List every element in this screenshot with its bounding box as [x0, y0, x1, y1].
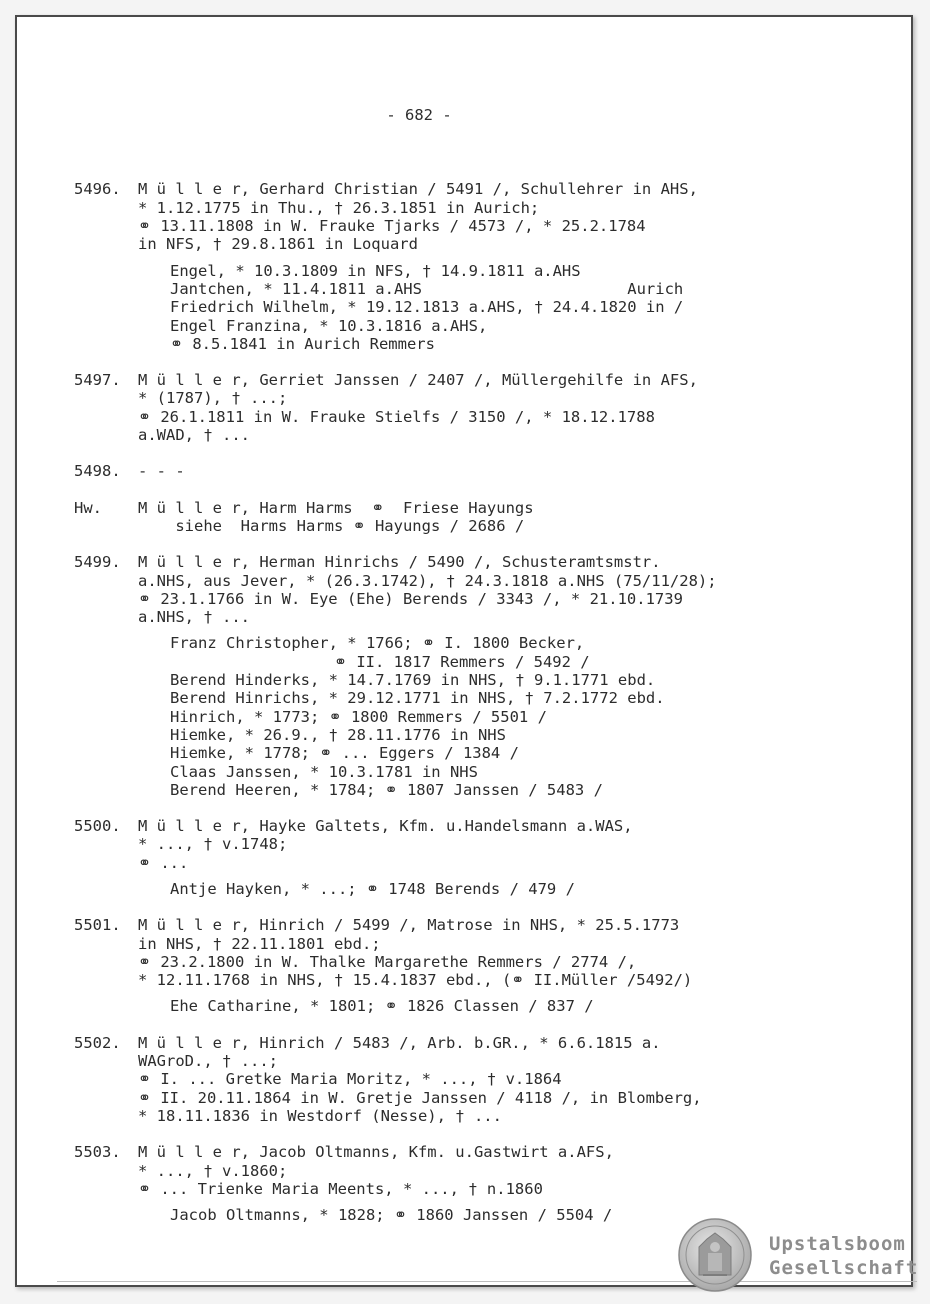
entry-number: 5497. — [74, 371, 121, 390]
entry-line: - - - — [138, 462, 185, 481]
child-line: Claas Janssen, * 10.3.1781 in NHS — [170, 762, 478, 781]
entry-line: * 12.11.1768 in NHS, † 15.4.1837 ebd., (⚭ II.Müller /5492/) — [138, 971, 693, 990]
entry-line: * ..., † v.1748; — [138, 835, 288, 854]
child-line: Hiemke, * 1778; ⚭ ... Eggers / 1384 / — [170, 744, 519, 763]
entry-line: M ü l l e r, Hayke Galtets, Kfm. u.Handelsmann a.WAS, — [138, 817, 633, 836]
entry-number: 5498. — [74, 462, 121, 481]
entry-number: 5496. — [74, 180, 121, 199]
entry-line: M ü l l e r, Herman Hinrichs / 5490 /, Schusteramtsmstr. — [138, 553, 661, 572]
register-entry — [74, 1143, 834, 1224]
entry-line: M ü l l e r, Gerriet Janssen / 2407 /, Müllergehilfe in AFS, — [138, 371, 698, 390]
child-line: Friedrich Wilhelm, * 19.12.1813 a.AHS, † 24.4.1820 in / — [170, 298, 684, 317]
entry-number: 5499. — [74, 553, 121, 572]
entry-line: * ..., † v.1860; — [138, 1161, 288, 1180]
entry-line: M ü l l e r, Hinrich / 5483 /, Arb. b.GR., * 6.6.1815 a. — [138, 1033, 661, 1052]
entry-line: siehe Harms Harms ⚭ Hayungs / 2686 / — [138, 516, 525, 535]
entry-line: ⚭ 26.1.1811 in W. Frauke Stielfs / 3150 /, * 18.12.1788 — [138, 407, 655, 426]
entry-line: WAGroD., † ...; — [138, 1052, 278, 1071]
logo-line-2: Gesellschaft — [769, 1257, 919, 1279]
entry-number: 5500. — [74, 817, 121, 836]
children-list — [138, 880, 834, 898]
entry-line: ⚭ ... Trienke Maria Meents, * ..., † n.1860 — [138, 1179, 543, 1198]
entry-line: M ü l l e r, Jacob Oltmanns, Kfm. u.Gastwirt a.AFS, — [138, 1143, 614, 1162]
entry-line: * 1.12.1775 in Thu., † 26.3.1851 in Aurich; — [138, 198, 540, 217]
entry-line: M ü l l e r, Gerhard Christian / 5491 /, Schullehrer in AHS, — [138, 180, 698, 199]
society-logo — [769, 1232, 918, 1280]
entry-line: a.NHS, † ... — [138, 608, 250, 627]
entry-number: 5501. — [74, 916, 121, 935]
entry-line: * 18.11.1836 in Westdorf (Nesse), † ... — [138, 1106, 502, 1125]
register-entry — [74, 180, 834, 353]
child-line: Berend Heeren, * 1784; ⚭ 1807 Janssen / 5483 / — [170, 780, 603, 799]
entry-line: a.WAD, † ... — [138, 426, 250, 445]
entry-line: in NHS, † 22.11.1801 ebd.; — [138, 934, 381, 953]
entry-line: M ü l l e r, Harm Harms ⚭ Friese Hayungs — [138, 498, 534, 517]
entry-line: a.NHS, aus Jever, * (26.3.1742), † 24.3.1818 a.NHS (75/11/28); — [138, 571, 717, 590]
entry-number: 5502. — [74, 1033, 121, 1052]
society-seal-icon — [677, 1217, 753, 1293]
child-line: Ehe Catharine, * 1801; ⚭ 1826 Classen / 837 / — [170, 997, 594, 1016]
bottom-rule — [57, 1281, 917, 1282]
child-line: Berend Hinrichs, * 29.12.1771 in NHS, † 7.2.1772 ebd. — [170, 689, 665, 708]
child-line: Berend Hinderks, * 14.7.1769 in NHS, † 9.1.1771 ebd. — [170, 671, 656, 690]
register-entry — [74, 371, 834, 444]
entry-line: ⚭ 23.2.1800 in W. Thalke Margarethe Remmers / 2774 /, — [138, 952, 637, 971]
child-line: Franz Christopher, * 1766; ⚭ I. 1800 Becker, — [170, 634, 585, 653]
child-line: Jacob Oltmanns, * 1828; ⚭ 1860 Janssen / 5504 / — [170, 1206, 613, 1225]
register-entry — [74, 553, 834, 799]
entry-line: ⚭ 13.11.1808 in W. Frauke Tjarks / 4573 /, * 25.2.1784 — [138, 217, 646, 236]
logo-line-1: Upstalsboom — [769, 1233, 906, 1255]
child-line: Hinrich, * 1773; ⚭ 1800 Remmers / 5501 / — [170, 707, 547, 726]
entry-line: M ü l l e r, Hinrich / 5499 /, Matrose in NHS, * 25.5.1773 — [138, 916, 680, 935]
children-list — [138, 997, 834, 1015]
register-entry — [74, 499, 834, 536]
child-line: ⚭ II. 1817 Remmers / 5492 / — [334, 652, 590, 671]
entry-number: Hw. — [74, 498, 102, 517]
entry-list — [74, 180, 834, 1224]
entry-line: ⚭ 23.1.1766 in W. Eye (Ehe) Berends / 3343 /, * 21.10.1739 — [138, 589, 683, 608]
page-number: - 682 - — [386, 105, 452, 124]
child-line: Antje Hayken, * ...; ⚭ 1748 Berends / 479 / — [170, 879, 575, 898]
child-line: ⚭ 8.5.1841 in Aurich Remmers — [170, 334, 435, 353]
entry-line: in NFS, † 29.8.1861 in Loquard — [138, 235, 418, 254]
child-line: Engel Franzina, * 10.3.1816 a.AHS, — [170, 316, 488, 335]
document-page — [15, 15, 919, 1287]
register-entry — [74, 1034, 834, 1125]
register-entry — [74, 916, 834, 1015]
document-content — [74, 69, 834, 1279]
entry-line: ⚭ ... — [138, 853, 189, 872]
children-list — [138, 262, 834, 353]
entry-line: ⚭ I. ... Gretke Maria Moritz, * ..., † v.1864 — [138, 1070, 562, 1089]
children-list — [138, 634, 834, 799]
entry-number: 5503. — [74, 1143, 121, 1162]
entry-line: ⚭ II. 20.11.1864 in W. Gretje Janssen / 4118 /, in Blomberg, — [138, 1088, 702, 1107]
child-line: Engel, * 10.3.1809 in NFS, † 14.9.1811 a.AHS — [170, 261, 581, 280]
register-entry — [74, 462, 834, 480]
child-line: Hiemke, * 26.9., † 28.11.1776 in NHS — [170, 725, 506, 744]
register-entry — [74, 817, 834, 898]
child-line: Jantchen, * 11.4.1811 a.AHS Aurich — [170, 279, 684, 298]
entry-line: * (1787), † ...; — [138, 389, 288, 408]
